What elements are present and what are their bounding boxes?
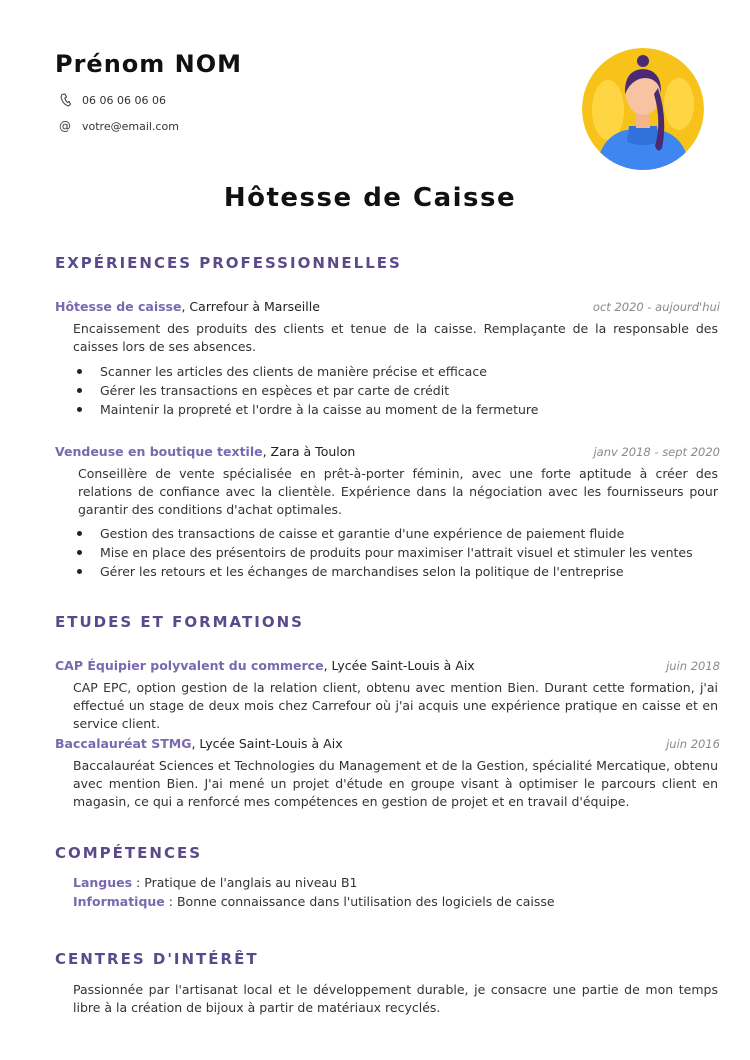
entry-date: juin 2018: [666, 659, 720, 673]
entry-description: CAP EPC, option gestion de la relation client, obtenu avec mention Bien. Durant cette formation, j'ai effectué un stage de deux mois chez Carrefour où j'ai acquis une expérience pratique en caisse et en service client.: [73, 680, 718, 731]
entry-organization: , Lycée Saint-Louis à Aix: [191, 736, 343, 751]
job-title: Hôtesse de Caisse: [223, 183, 517, 213]
section-title-skills: COMPÉTENCES: [55, 844, 203, 862]
entry-bullet-list: [73, 362, 713, 419]
entry-date: oct 2020 - aujourd'hui: [592, 300, 720, 314]
skill-label: Langues: [73, 875, 133, 890]
entry-description: Encaissement des produits des clients et tenue de la caisse. Remplaçante de la responsable des caisses lors de ses absences.: [73, 321, 718, 354]
entry-heading: [55, 736, 343, 751]
skill-label: Informatique: [73, 894, 165, 909]
skill-line: [73, 875, 358, 890]
phone-icon: [58, 93, 72, 107]
at-icon: @: [59, 119, 71, 133]
interests-text: Passionnée par l'artisanat local et le développement durable, je consacre une partie de mon temps libre à la création de bijoux à partir de matériaux recyclés.: [73, 982, 718, 1015]
skill-separator: :: [132, 875, 145, 890]
education-entry-header: [55, 736, 720, 751]
entry-heading: [55, 299, 320, 314]
entry-bullet-list: [73, 524, 713, 581]
experience-entry-header: [55, 299, 720, 314]
entry-heading: [55, 444, 355, 459]
list-item: Scanner les articles des clients de manière précise et efficace: [73, 362, 713, 381]
list-item: Mise en place des présentoirs de produits pour maximiser l'attrait visuel et stimuler les ventes: [73, 543, 713, 562]
skill-separator: :: [164, 894, 177, 909]
entry-role: Vendeuse en boutique textile: [55, 444, 263, 459]
avatar-illustration: [582, 48, 704, 170]
entry-role: Hôtesse de caisse: [55, 299, 182, 314]
email-line: [58, 119, 179, 133]
list-item: Gestion des transactions de caisse et garantie d'une expérience de paiement fluide: [73, 524, 713, 543]
section-title-interests: CENTRES D'INTÉRÊT: [55, 950, 259, 968]
skill-value: Pratique de l'anglais au niveau B1: [144, 875, 358, 890]
skill-value: Bonne connaissance dans l'utilisation des logiciels de caisse: [176, 894, 555, 909]
candidate-name: Prénom NOM: [55, 50, 243, 78]
entry-description: Baccalauréat Sciences et Technologies du Management et de la Gestion, spécialité Mercatique, obtenu avec mention Bien. J'ai mené un projet d'étude en groupe visant à optimiser le parcours client en magasin, ce qui a renforcé mes compétences en gestion de projet et en travail d'équipe.: [73, 758, 718, 809]
entry-role: Baccalauréat STMG: [55, 736, 192, 751]
entry-organization: , Lycée Saint-Louis à Aix: [323, 658, 475, 673]
education-entry-header: [55, 658, 720, 673]
list-item: Gérer les transactions en espèces et par carte de crédit: [73, 381, 713, 400]
list-item: Gérer les retours et les échanges de marchandises selon la politique de l'entreprise: [73, 562, 713, 581]
skill-line: [73, 894, 555, 909]
list-item: Maintenir la propreté et l'ordre à la caisse au moment de la fermeture: [73, 400, 713, 419]
section-title-experience: EXPÉRIENCES PROFESSIONNELLES: [55, 254, 402, 272]
entry-date: juin 2016: [666, 737, 720, 751]
entry-heading: [55, 658, 475, 673]
entry-date: janv 2018 - sept 2020: [593, 445, 720, 459]
experience-entry-header: [55, 444, 720, 459]
entry-organization: , Zara à Toulon: [262, 444, 356, 459]
entry-description: Conseillère de vente spécialisée en prêt-à-porter féminin, avec une forte aptitude à créer des relations de confiance avec la clientèle. Expérience dans la négociation avec les fournisseurs pour garantir des conditions d'achat optimales.: [78, 466, 718, 517]
email-address: votre@email.com: [82, 119, 179, 133]
phone-line: [58, 93, 166, 107]
phone-number: 06 06 06 06 06: [82, 93, 166, 107]
entry-organization: , Carrefour à Marseille: [181, 299, 320, 314]
section-title-education: ETUDES ET FORMATIONS: [55, 613, 304, 631]
entry-role: CAP Équipier polyvalent du commerce: [55, 658, 324, 673]
